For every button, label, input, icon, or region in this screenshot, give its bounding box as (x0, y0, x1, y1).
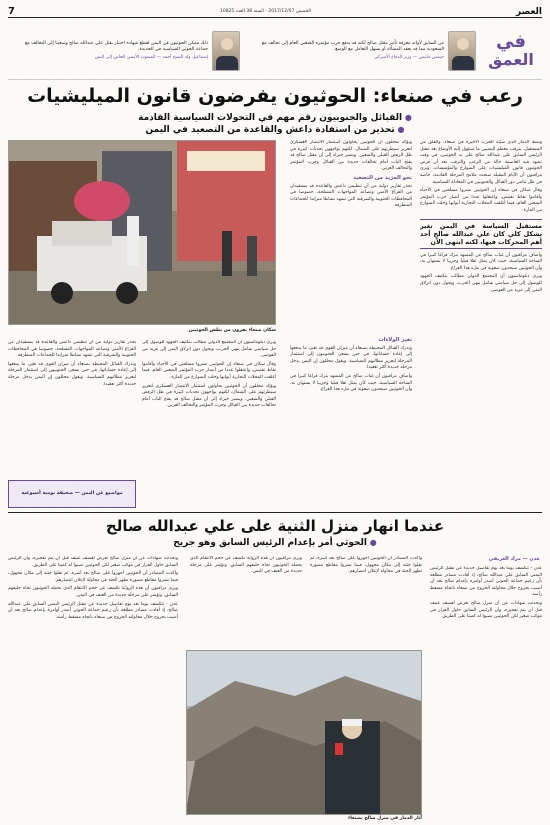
paragraph: ويؤكد محللون أن الحوثيين يحاولون استثمار الانتصار العسكري لتعزيز سيطرتهم على الشمال، لكنهم يواجهون تحديات كبيرة في ظل الرفض القبلي والشعبي. ويشير خبراء إلى أن مقتل صالح قد يفتح الباب أمام تحالفات جديدة بين القبائل وحزب المؤتمر والتحالف العربي. (290, 140, 412, 172)
paragraph: تحذر تقارير دولية من أن تنظيمي داعش والقاعدة قد يستفيدان من الفراغ الأمني وتصاعد المواجهات المسلحة، خصوصا في المحافظات الجنوبية والشرقية التي تشهد نشاطا متزايدا للجماعات المتطرفة. (290, 183, 412, 209)
subheadline (8, 112, 542, 124)
paragraph: وسط الدمار الذي سبّبه الحرب الأخيرة في صنعاء، والقلق من المستقبل، يترقب معظم اليمنيين ما ستؤول إليه الأوضاع بعد مقتل الرئيس السابق علي عبدالله صالح على يد الحوثيين، في وقت تشهد فيه العاصمة حالة من الرعب والترقب بعد أن فرض الحوثيون قانون الميليشيات على الشوارع والمؤسسات. ويرى مراقبون أن الأيام المقبلة ستحدد ملامح المرحلة القادمة، خاصة في ظل تنامي دور القبائل والجنوبيين في المعادلة السياسية. (420, 140, 542, 185)
article-column (142, 340, 276, 505)
section-title (480, 23, 542, 79)
paragraph: وتدرك القبائل المحيطة بصنعاء أن ميزان القوى قد تغير، ما يدفعها إلى إعادة حساباتها، في حين يسعى الجنوبيون إلى استثمار المرحلة لتعزيز مطالبهم السياسية. ويقول محللون إن اليمن يدخل مرحلة جديدة أكثر تعقيدا. (8, 361, 136, 387)
paragraph: عدن - تتكشف يوما بعد يوم تفاصيل جديدة عن مقتل الرئيس اليمني السابق علي عبدالله صالح، إذ أفادت مصادر مطلعة بأن زعيم جماعة الحوثي أصدر أوامره بإعدام صالح بعد أن أصيب بجروح خلال محاولته الخروج من صنعاء باتجاه مسقط رأسه. (8, 601, 178, 620)
portrait-photo (448, 31, 476, 71)
paragraph: وقال سكان في صنعاء إن الحوثيين نشروا مسلحين في الأحياء وأقاموا نقاط تفتيش، واعتقلوا عددا من أنصار حزب المؤتمر الشعبي العام، فيما أغلقت المحلات التجارية أبوابها وخلت الشوارع من المارة. (420, 188, 542, 213)
subheadline-text: القبائل والجنوبيون رقم مهم في التحولات السياسية القادمة (138, 113, 403, 123)
paragraph: وأكدت المصادر أن الحوثيين أجهزوا على صالح بعد أسره، ثم نقلوا جثته إلى مكان مجهول، فيما نشروا مقاطع مصورة تظهر الجثة في محاولة لإعلان انتصارهم. (310, 556, 422, 575)
paragraph: وتدرك القبائل المحيطة بصنعاء أن ميزان القوى قد تغير، ما يدفعها إلى إعادة حساباتها، في حين يسعى الجنوبيون إلى استثمار المرحلة لتعزيز مطالبهم السياسية. ويقول محللون إن اليمن يدخل مرحلة جديدة أكثر تعقيدا. (290, 345, 412, 371)
bullet-icon: ● (366, 538, 377, 547)
quote-box-1 (244, 23, 480, 79)
page-number: 7 (8, 6, 15, 17)
article-column (190, 556, 302, 646)
paragraph: عدن - تتكشف يوما بعد يوم تفاصيل جديدة عن مقتل الرئيس اليمني السابق علي عبدالله صالح، إذ أفادت مصادر مطلعة بأن زعيم جماعة الحوثي أصدر أوامره بإعدام صالح بعد أن أصيب بجروح خلال محاولته الخروج من صنعاء باتجاه مسقط رأسه. (430, 566, 542, 598)
destroyed-house-image (186, 651, 421, 815)
quote-attribution: إسماعيل ولد الشيخ أحمد — المبعوث الأممي الخاص إلى اليمن (94, 55, 208, 61)
subheadline-text: تحذير من استفادة داعش والقاعدة من التصعيد في اليمن (145, 125, 395, 135)
paragraph: وأكدت المصادر أن الحوثيين أجهزوا على صالح بعد أسره، ثم نقلوا جثته إلى مكان مجهول، فيما نشروا مقاطع مصورة تظهر الجثة في محاولة لإعلان انتصارهم. (8, 571, 178, 583)
subheadline (8, 124, 542, 136)
photo-caption: سكان صنعاء يفرون من بطش الحوثيين (188, 328, 276, 333)
quote-text: ذلك ممكن الحوثيون في اليمن لقطع شهادة اختيار بقتل علي عبدالله صالح وسعينا إلى التحالف مع جماعة الحوثي السياسية في الحديدة. (24, 40, 208, 52)
related-topics-text: مواضيع عن اليمن — صحيفة يومية أسبوعية (21, 490, 123, 496)
article-column (310, 556, 422, 646)
section-title-line2: العمق (488, 49, 534, 69)
paragraph: تحذر تقارير دولية من أن تنظيمي داعش والقاعدة قد يستفيدان من الفراغ الأمني وتصاعد المواجهات المسلحة، خصوصا في المحافظات الجنوبية والشرقية التي تشهد نشاطا متزايدا للجماعات المتطرفة. (8, 340, 136, 359)
masthead: العصر (515, 6, 542, 17)
article-column (420, 140, 542, 490)
related-topics-box (8, 480, 136, 508)
subheadline-text: الحوثي أمر بإعدام الرئيس السابق وهو جريح (173, 538, 367, 548)
byline: عدن — مراد العريفي (488, 556, 540, 562)
section-title-line1: في (496, 30, 526, 52)
paragraph: ويرى دبلوماسيون أن المجتمع الدولي مطالب بتكثيف الجهود للوصول إلى حل سياسي شامل ينهي الحرب، ويحول دون انزلاق اليمن إلى مزيد من الفوضى. (142, 340, 276, 359)
section-heading: تغير الولاءات (378, 337, 412, 343)
paragraph: وتحدثت شهادات عن أن منزل صالح تعرض لقصف عنيف قبل أن يتم تفجيره، وأن الرئيس السابق حاول الفرار في موكب صغير لكن الحوثيين نصبوا له كمينا على الطريق. (8, 556, 178, 568)
portrait-photo (212, 31, 240, 71)
article-column (430, 566, 542, 818)
page-header (8, 6, 542, 18)
paragraph: ويرى دبلوماسيون أن المجتمع الدولي مطالب بتكثيف الجهود للوصول إلى حل سياسي شامل ينهي الحرب، ويحول دون انزلاق اليمن إلى مزيد من الفوضى. (420, 274, 542, 293)
paragraph: وأضاف مراقبون أن غياب صالح عن المشهد يترك فراغا كبيرا في الساحة السياسية، حيث كان يمثل ثقلا قبليا وحزبيا لا يستهان به، وأن الحوثيين سيجدون صعوبة في ملء هذا الفراغ. (420, 252, 542, 271)
street-scene-image (8, 141, 275, 325)
issue-date: الخميس 2017/12/07 - السنة 38 العدد 10825 (219, 9, 311, 14)
paragraph: وقال سكان في صنعاء إن الحوثيين نشروا مسلحين في الأحياء وأقاموا نقاط تفتيش، واعتقلوا عددا من أنصار حزب المؤتمر الشعبي العام، فيما أغلقت المحلات التجارية أبوابها وخلت الشوارع من المارة. (142, 361, 276, 380)
rubble-photo (186, 650, 422, 815)
story-divider (8, 512, 542, 513)
pull-quote: مستقبل السياسة في اليمن تغير بشكل كلي كان علي عبدالله صالح أحد أهم المحركات فيها، لكنه انتهى الآن (420, 219, 542, 249)
quote-text: من السابق لأوانه معرفة تأثير مقتل صالح لكنه قد يدفع حزب مؤتمره الشعبي العام إلى تحالف مع السعودية مما قد يعقد المسألة أو يسهل التعامل مع الوضع. (261, 40, 444, 52)
story2-subheadline (8, 538, 542, 548)
article-column (8, 556, 178, 818)
article-column (8, 340, 136, 475)
bullet-icon: ● (402, 113, 412, 122)
paragraph: وأضاف مراقبون أن غياب صالح عن المشهد يترك فراغا كبيرا في الساحة السياسية، حيث كان يمثل ثقلا قبليا وحزبيا لا يستهان به، وأن الحوثيين سيجدون صعوبة في ملء هذا الفراغ. (290, 373, 412, 393)
paragraph: وتحدثت شهادات عن أن منزل صالح تعرض لقصف عنيف قبل أن يتم تفجيره، وأن الرئيس السابق حاول الفرار في موكب صغير لكن الحوثيين نصبوا له كمينا على الطريق. (430, 600, 542, 620)
article-column (290, 335, 412, 505)
quote-attribution: جيمس ماتيس — وزير الدفاع الأميركي (374, 55, 444, 61)
photo-caption: آثار الدمار في منزل صالح بصنعاء (347, 816, 422, 821)
paragraph: ويرى مراقبون أن هذه الرواية تكشف عن حجم الانتقام الذي يحمله الحوثيون تجاه حليفهم السابق، وتؤشر على مرحلة جديدة من العنف في اليمن. (190, 556, 302, 575)
article-column (290, 140, 412, 325)
section-heading: نحو المزيد من التصعيد (353, 174, 412, 181)
street-photo (8, 140, 276, 325)
paragraph: ويرى مراقبون أن هذه الرواية تكشف عن حجم الانتقام الذي يحمله الحوثيون تجاه حليفهم السابق، وتؤشر على مرحلة جديدة من العنف في اليمن. (8, 586, 178, 598)
story2-headline: عندما انهار منزل الثنية على علي عبدالله صالح (105, 517, 445, 535)
top-quote-bar (8, 22, 542, 80)
main-headline: رعب في صنعاء: الحوثيون يفرضون قانون الميليشيات (27, 85, 523, 107)
bullet-icon: ● (394, 125, 405, 134)
quote-box-2 (8, 23, 244, 79)
paragraph: ويؤكد محللون أن الحوثيين يحاولون استثمار الانتصار العسكري لتعزيز سيطرتهم على الشمال، لكنهم يواجهون تحديات كبيرة في ظل الرفض القبلي والشعبي. ويشير خبراء إلى أن مقتل صالح قد يفتح الباب أمام تحالفات جديدة بين القبائل وحزب المؤتمر والتحالف العربي. (142, 383, 276, 409)
